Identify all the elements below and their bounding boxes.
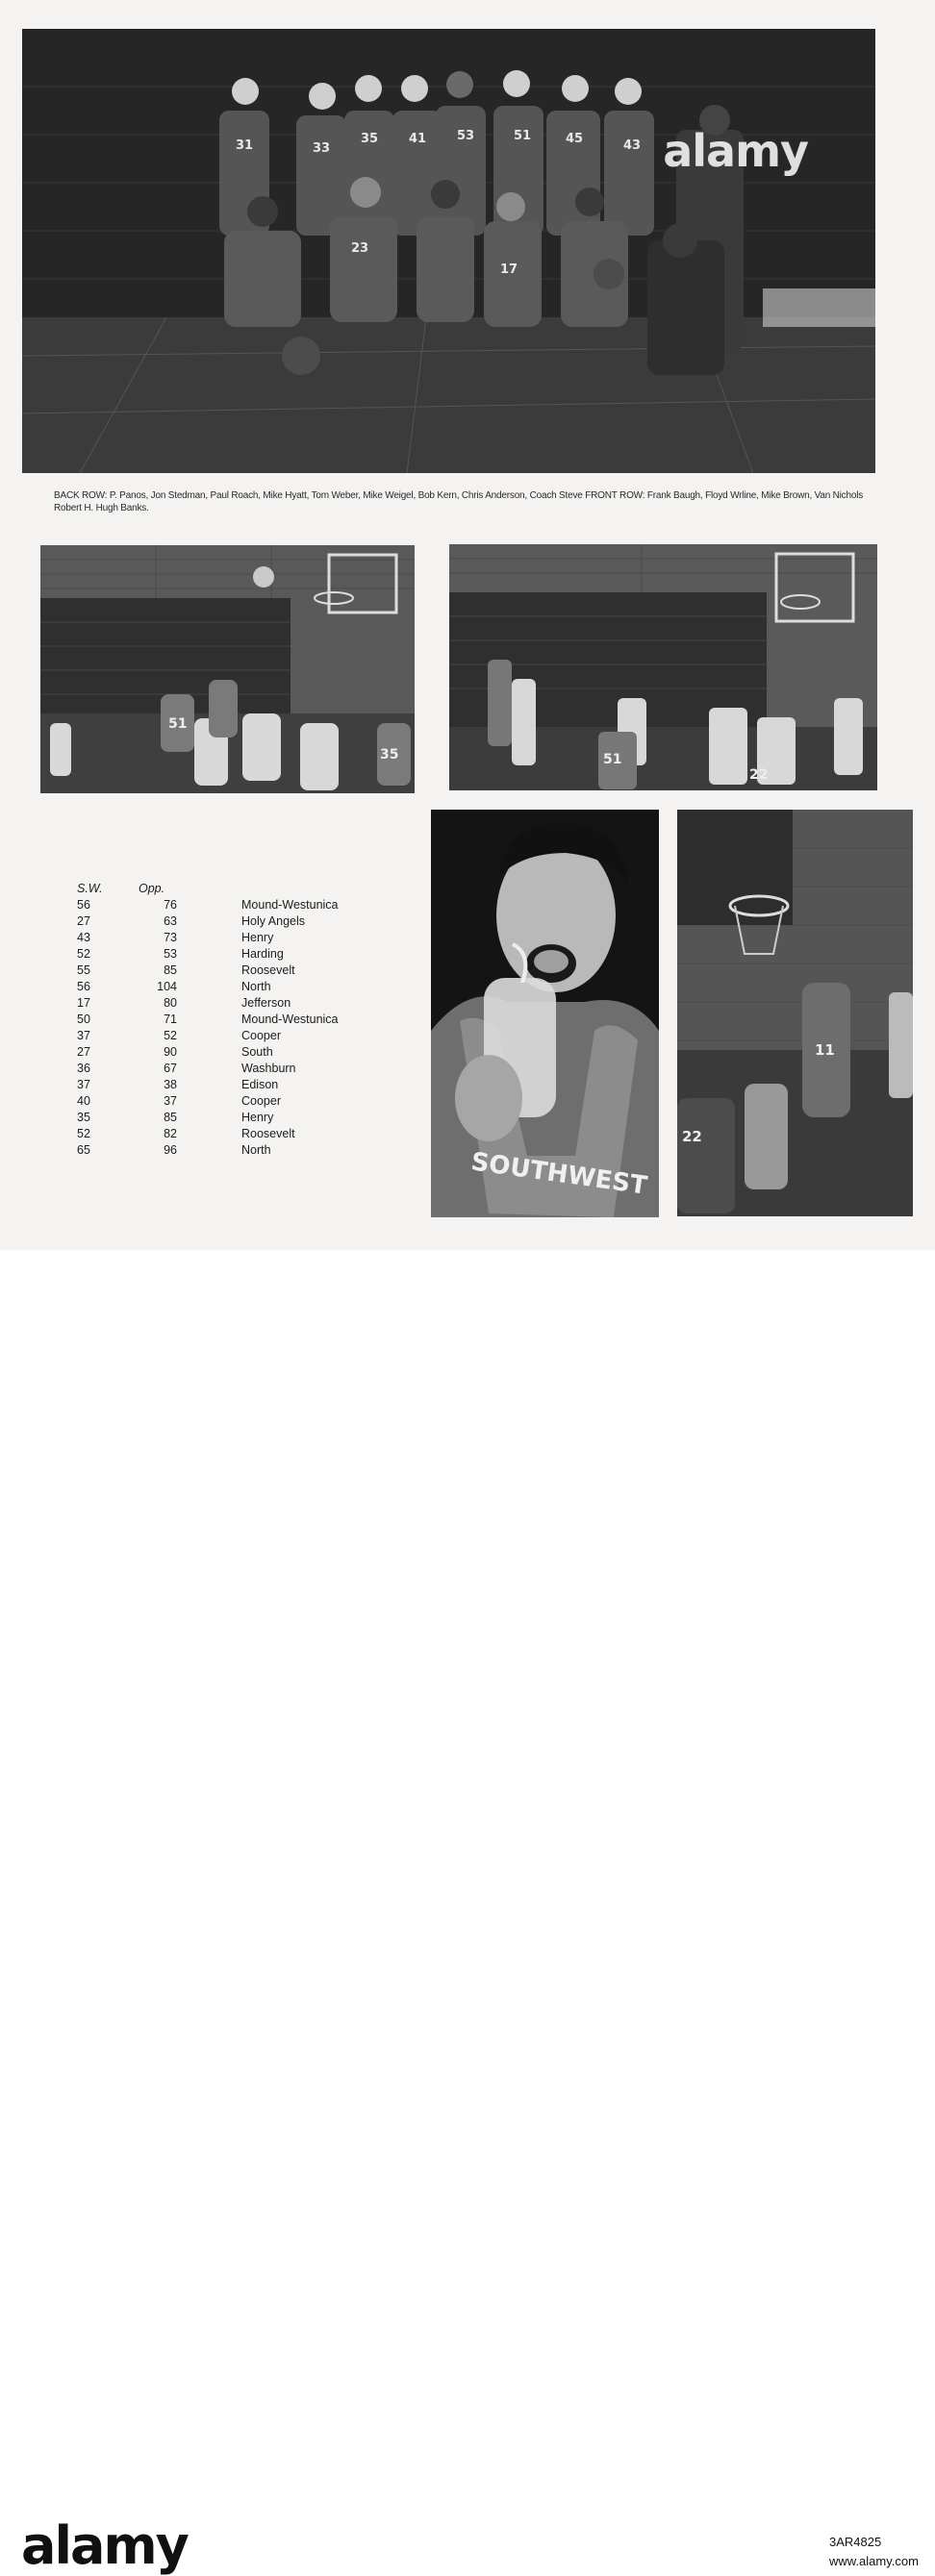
site-url: www.alamy.com [829,2554,919,2568]
opp-score: 63 [164,914,177,928]
table-row [77,1142,366,1159]
alamy-watermark: alamy [663,125,808,177]
opponent-name: Harding [241,947,284,961]
sw-score: 37 [77,1078,90,1091]
table-row [77,946,366,963]
opponent-name: Mound-Westunica [241,898,339,912]
jersey-number: 35 [361,132,379,146]
opp-score: 52 [164,1029,177,1042]
opponent-name: Edison [241,1078,279,1091]
opponent-name: Henry [241,931,274,944]
header-sw: S.W. [77,882,103,895]
opponent-name: Holy Angels [241,914,306,928]
opp-score: 76 [164,898,177,912]
sw-score: 40 [77,1094,90,1108]
table-row [77,1093,366,1110]
opp-score: 37 [164,1094,177,1108]
jersey-number: 11 [815,1041,835,1059]
table-row [77,913,366,930]
jersey-number: 51 [514,129,532,143]
table-row [77,995,366,1012]
opp-score: 80 [164,996,177,1010]
opp-score: 82 [164,1127,177,1140]
table-row [77,1028,366,1044]
table-row [77,1110,366,1126]
opp-score: 38 [164,1078,177,1091]
sw-score: 37 [77,1029,90,1042]
jersey-number: 51 [168,716,188,732]
season-scores-table [77,882,366,1159]
jersey-number: 22 [749,767,769,783]
table-row [77,1044,366,1061]
sw-score: 65 [77,1143,90,1157]
sw-score: 27 [77,1045,90,1059]
opp-score: 85 [164,1111,177,1124]
jersey-number: 35 [380,747,399,763]
image-id: 3AR4825 [829,2535,882,2549]
rebound-action-photo [677,810,913,1216]
sw-score: 35 [77,1111,90,1124]
sw-score: 56 [77,898,90,912]
opp-score: 53 [164,947,177,961]
jersey-number: 43 [623,138,642,153]
jersey-number: 51 [603,752,622,767]
sw-score: 36 [77,1062,90,1075]
yearbook-page [0,0,935,1250]
jersey-number: 53 [457,129,475,143]
shirt-text: SOUTHWEST [468,1147,649,1201]
game-action-photo-right [449,544,877,790]
table-row [77,930,366,946]
opp-score: 85 [164,963,177,977]
team-photo [22,29,875,473]
opp-score: 71 [164,1013,177,1026]
jersey-number: 33 [313,141,331,156]
opp-score: 96 [164,1143,177,1157]
player-portrait-photo [431,810,659,1217]
opp-score: 73 [164,931,177,944]
scores-header [77,882,366,897]
table-row [77,1012,366,1028]
header-opp: Opp. [139,882,165,895]
sw-score: 27 [77,914,90,928]
jersey-number: 41 [409,132,427,146]
opponent-name: Jefferson [241,996,291,1010]
jersey-number: 23 [351,241,369,256]
sw-score: 52 [77,947,90,961]
jersey-number: 17 [500,263,518,277]
opponent-name: Roosevelt [241,1127,295,1140]
jersey-number: 22 [682,1128,702,1145]
table-row [77,1126,366,1142]
jersey-number: 45 [566,132,584,146]
table-row [77,979,366,995]
opp-score: 104 [157,980,177,993]
sw-score: 52 [77,1127,90,1140]
opponent-name: Washburn [241,1062,296,1075]
sw-score: 56 [77,980,90,993]
opponent-name: South [241,1045,273,1059]
opponent-name: Cooper [241,1094,281,1108]
jersey-number: 31 [236,138,254,153]
opponent-name: North [241,1143,271,1157]
stock-footer [0,1250,935,2576]
sw-score: 50 [77,1013,90,1026]
opp-score: 90 [164,1045,177,1059]
game-action-photo-left [40,545,415,793]
opp-score: 67 [164,1062,177,1075]
opponent-name: Roosevelt [241,963,295,977]
opponent-name: Mound-Westunica [241,1013,339,1026]
table-row [77,1077,366,1093]
sw-score: 43 [77,931,90,944]
sw-score: 55 [77,963,90,977]
opponent-name: North [241,980,271,993]
team-caption: BACK ROW: P. Panos, Jon Stedman, Paul Roach, Mike Hyatt, Tom Weber, Mike Weigel, Bob Kern, Chris Anderson, Coach Steve FRONT ROW: Frank Baugh, Floyd Wrline, Mike Brown, Van Nichols Robert H. Hugh Banks. [54,490,864,513]
opponent-name: Henry [241,1111,274,1124]
table-row [77,897,366,913]
table-row [77,1061,366,1077]
sw-score: 17 [77,996,90,1010]
table-row [77,963,366,979]
alamy-logo: alamy [21,2515,188,2576]
opponent-name: Cooper [241,1029,281,1042]
